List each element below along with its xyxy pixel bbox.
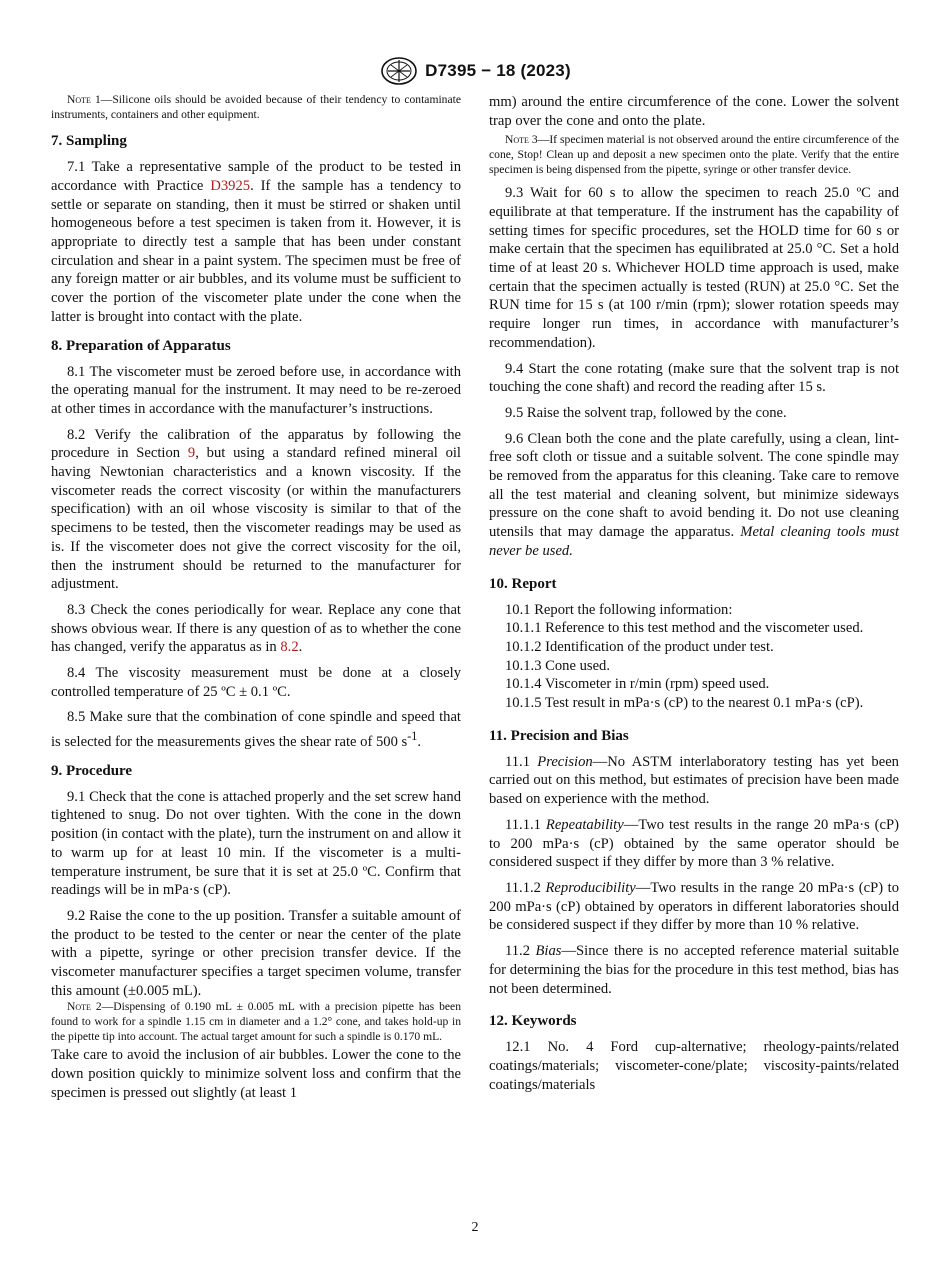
right-column bbox=[489, 93, 899, 1101]
paragraph-text: —Two results in the range 20 mPa·s (cP) to 200 mPa·s (cP) obtained by operators in different laboratories should be considered suspect if they differ by more than 10 % relative. bbox=[489, 879, 900, 934]
paragraph-text: 9.6 Clean both the cone and the plate carefully, using a clean, lint-free soft cloth or tissue and a suitable solvent. The cone spindle may be removed from the apparatus for this cleaning. Take care to remove all the test material and cleaning solvent, but minimize sideways pressure on the cone shaft to avoid bending it. Do not use cleaning utensils that may damage the apparatus. bbox=[489, 430, 899, 541]
page-number: 2 bbox=[471, 1220, 479, 1235]
reference-link-d3925[interactable]: D3925 bbox=[210, 177, 251, 194]
paragraph-10-1-2: 10.1.2 Identification of the product under test. bbox=[505, 638, 774, 655]
paragraph-7-1 bbox=[51, 158, 461, 326]
paragraph-9-2: 9.2 Raise the cone to the up position. Transfer a suitable amount of the product to be tested to the center or near the center of the plate with a pipette, syringe or other precision transfer device. If the viscometer manufacturer specifies a target specimen volume, transfer this amount (±0.005 mL). bbox=[51, 907, 461, 999]
paragraph-text: , but using a standard refined mineral oil having Newtonian characteristics and a known viscosity. If the viscometer reads the correct viscosity (or within the manufacturers specification) with an oil whose viscosity is similar to that of the specimens to be tested, then the viscometer readings may be used as is. If the viscometer does not give the correct viscosity for the oil, then the instrument should be returned to the manufacturer for adjustment. bbox=[51, 445, 461, 593]
astm-logo-icon bbox=[379, 56, 419, 86]
paragraph-8-1: 8.1 The viscometer must be zeroed before use, in accordance with the operating manual for the instrument. It may need to be re-zeroed at other times in accordance with the manufacturer’s instructions. bbox=[51, 363, 461, 417]
paragraph-9-5: 9.5 Raise the solvent trap, followed by the cone. bbox=[505, 404, 787, 421]
paragraph-number: 11.2 bbox=[505, 943, 536, 960]
term: Precision bbox=[537, 753, 593, 770]
section-8-heading: 8. Preparation of Apparatus bbox=[51, 337, 231, 354]
paragraph-9-4: 9.4 Start the cone rotating (make sure that the solvent trap is not touching the cone shaft) and record the reading after 15 s. bbox=[489, 360, 899, 396]
section-11-heading: 11. Precision and Bias bbox=[489, 727, 629, 744]
paragraph-10-1-1: 10.1.1 Reference to this test method and the viscometer used. bbox=[505, 620, 864, 637]
paragraph-10-1: 10.1 Report the following information: bbox=[505, 601, 733, 618]
paragraph-9-2-continued: Take care to avoid the inclusion of air bubbles. Lower the cone to the down position quickly to minimize solvent loss and confirm that the specimen is pressed out slightly (at least 1 bbox=[51, 1047, 461, 1101]
paragraph-8-2 bbox=[51, 426, 461, 594]
paragraph-9-6 bbox=[489, 430, 899, 561]
paragraph-text: 8.5 Make sure that the combination of cone spindle and speed that is selected for the measurements gives the shear rate of 500 s bbox=[51, 709, 461, 751]
note-text: —Dispensing of 0.190 mL ± 0.005 mL with a precision pipette has been found to work for a spindle 1.15 cm in diameter and a 1.2° cone, and takes hold-up in the pipette tip into account. The actual target amount for such a spindle is 0.170 mL. bbox=[51, 1000, 461, 1043]
term: Bias bbox=[535, 943, 562, 960]
paragraph-text: —No ASTM interlaboratory testing has yet been carried out on this method, but estimates of precision have been made based on experience with the method. bbox=[489, 753, 899, 808]
paragraph-11-1-2 bbox=[489, 879, 899, 935]
reference-link-section-9[interactable]: 9 bbox=[187, 445, 196, 462]
paragraph-text: —Since there is no accepted reference material suitable for determining the bias for the procedure in this test method, bias has not been determined. bbox=[489, 943, 899, 997]
paragraph-text: 7.1 Take a representative sample of the product to be tested in accordance with Practice bbox=[51, 159, 461, 194]
paragraph-10-1-5: 10.1.5 Test result in mPa·s (cP) to the nearest 0.1 mPa·s (cP). bbox=[505, 695, 864, 712]
document-designation: D7395 − 18 (2023) bbox=[425, 61, 571, 80]
note-2 bbox=[51, 1000, 461, 1044]
paragraph-8-4: 8.4 The viscosity measurement must be done at a closely controlled temperature of 25 ºC ± 0.1 ºC. bbox=[51, 665, 461, 700]
reference-link-8-2[interactable]: 8.2 bbox=[280, 639, 299, 656]
note-text: —Silicone oils should be avoided because of their tendency to contaminate instruments, containers and other equipment. bbox=[51, 93, 461, 121]
paragraph-8-5 bbox=[51, 708, 461, 751]
paragraph-12-1: 12.1 No. 4 Ford cup-alternative; rheology-paints/related coatings/materials; viscometer-cone/plate; viscosity-paints/related coatings/materials bbox=[489, 1039, 899, 1093]
note-label: Note 3 bbox=[505, 133, 538, 147]
term: Reproducibility bbox=[545, 879, 636, 896]
paragraph-10-1-4: 10.1.4 Viscometer in r/min (rpm) speed used. bbox=[505, 676, 770, 693]
paragraph-text: 8.2 Verify the calibration of the apparatus by following the procedure in Section bbox=[51, 426, 461, 462]
paragraph-text: . If the sample has a tendency to settle or separate on standing, then it must be stirred or shaken until homogeneous before a test specimen is taken from it. However, it is appropriate to directly test a sample that has been under constant circulation and shear in a paint system. The specimen must be free of any foreign matter or air bubbles, and its volume must be sufficient to cover the portion of the viscometer plate under the cone when the latter is brought into contact with the plate. bbox=[51, 177, 461, 325]
paragraph-number: 11.1.2 bbox=[505, 879, 546, 896]
paragraph-8-3 bbox=[51, 601, 461, 657]
section-10-heading: 10. Report bbox=[489, 575, 557, 592]
paragraph-number: 11.1.1 bbox=[505, 816, 546, 833]
paragraph-9-3: 9.3 Wait for 60 s to allow the specimen to reach 25.0 ºC and equilibrate at that temperature. If the instrument has the capability of setting times for specific procedures, set the HOLD time for 60 s or make certain that the specimen has equilibrated at 25.0 °C. Set a hold time of at least 20 s. Whichever HOLD time approach is used, make certain that the specimen actually is tested (RUN) at 25.0 °C. Set the RUN time for 15 s (at 100 r/min (rpm); slower rotation speeds may require longer run times, in accordance with manufacturer’s recommendation). bbox=[489, 185, 899, 351]
paragraph-10-1-3: 10.1.3 Cone used. bbox=[505, 657, 610, 674]
paragraph-11-2 bbox=[489, 942, 899, 998]
superscript: -1 bbox=[407, 729, 418, 744]
note-1 bbox=[51, 93, 461, 122]
page-header bbox=[0, 56, 950, 86]
emphasis-text: Metal cleaning tools must never be used. bbox=[489, 524, 899, 559]
paragraph-11-1 bbox=[489, 753, 899, 809]
paragraph-text: . bbox=[298, 639, 303, 656]
paragraph-9-2-continued-2: mm) around the entire circumference of the cone. Lower the solvent trap over the cone and onto the plate. bbox=[489, 94, 899, 129]
section-9-heading: 9. Procedure bbox=[51, 762, 133, 779]
note-label: Note 1 bbox=[67, 93, 101, 106]
note-3 bbox=[489, 133, 899, 177]
paragraph-9-1: 9.1 Check that the cone is attached properly and the set screw hand tightened to snug. Do not over tighten. With the cone in the down position (in contact with the plate), turn the instrument on and allow it to warm up for at least 10 min. If the viscometer is a multi-temperature instrument, be sure that it is set at 25.0 ºC. Confirm that readings will be in mPa·s (cP). bbox=[51, 788, 461, 899]
paragraph-11-1-1 bbox=[489, 816, 899, 872]
paragraph-text: 8.3 Check the cones periodically for wear. Replace any cone that shows obvious wear. If there is any question of as to whether the cone has changed, verify the apparatus as in bbox=[51, 601, 461, 656]
section-12-heading: 12. Keywords bbox=[489, 1013, 577, 1030]
term: Repeatability bbox=[545, 816, 624, 833]
section-7-heading: 7. Sampling bbox=[51, 133, 127, 150]
paragraph-text: —Two test results in the range 20 mPa·s (cP) to 200 mPa·s (cP) obtained by the same operator should be considered suspect if they differ by more than 3 % relative. bbox=[489, 816, 899, 871]
paragraph-text: . bbox=[417, 734, 422, 751]
paragraph-number: 11.1 bbox=[505, 753, 538, 770]
note-label: Note 2 bbox=[67, 1000, 102, 1014]
note-text: —If specimen material is not observed around the entire circumference of the cone, Stop! Clean up and deposit a new specimen onto the plate. Verify that the entire specimen is being dispensed from the pipette, syringe or other transfer device. bbox=[489, 133, 899, 176]
left-column bbox=[51, 93, 461, 1109]
